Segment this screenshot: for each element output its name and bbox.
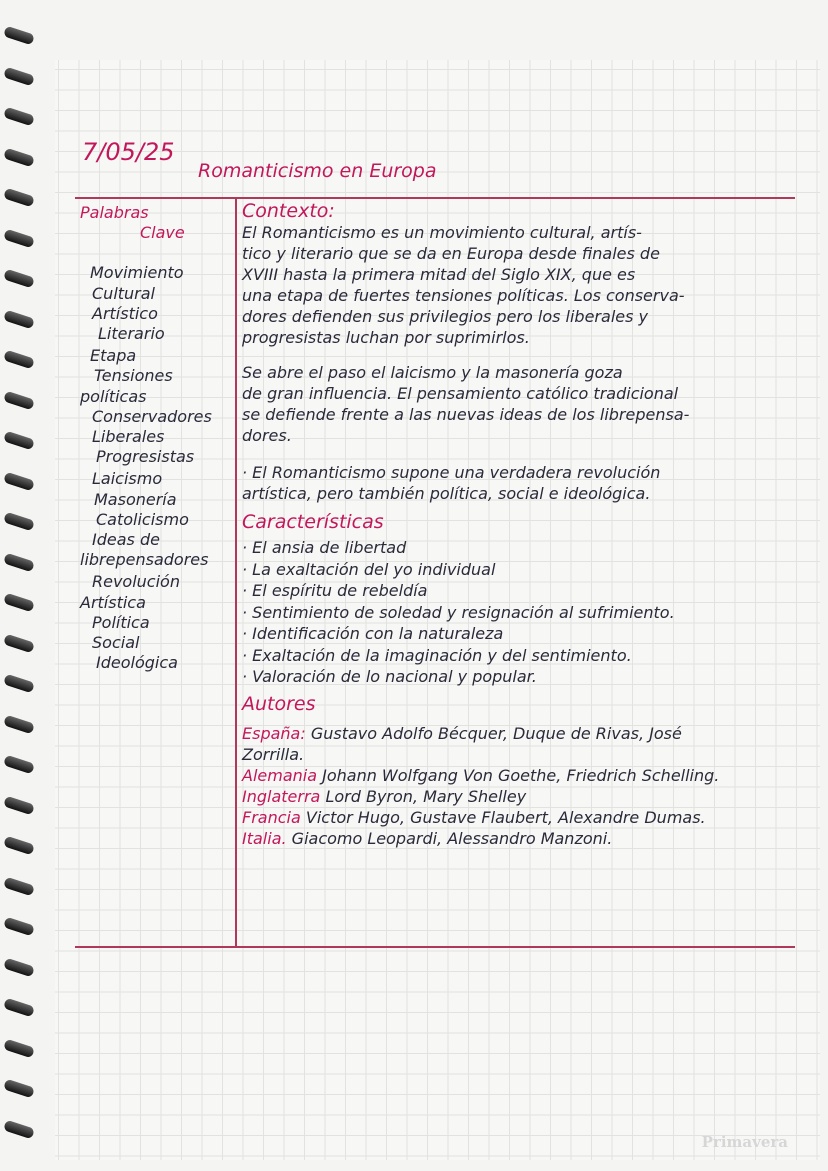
spiral-ring xyxy=(3,269,35,289)
spiral-ring xyxy=(3,633,35,653)
context-line: tico y literario que se da en Europa desde finales de xyxy=(242,244,660,263)
author-names: Gustavo Adolfo Bécquer, Duque de Rivas, José xyxy=(310,723,682,743)
spiral-ring xyxy=(3,1079,35,1099)
spiral-ring xyxy=(3,390,35,410)
author-names: Johann Wolfgang Von Goethe, Friedrich Schelling. xyxy=(322,765,720,785)
keyword-item: Liberales xyxy=(92,427,165,447)
context-line: progresistas luchan por suprimirlos. xyxy=(242,328,530,347)
keyword-item: Social xyxy=(92,633,140,653)
author-country: Alemania xyxy=(242,765,318,785)
spiral-ring xyxy=(3,107,35,127)
keyword-item: Catolicismo xyxy=(96,509,189,529)
spiral-ring xyxy=(3,26,35,46)
keyword-item: Ideas de xyxy=(92,530,160,550)
context-line: · El Romanticismo supone una verdadera revolución xyxy=(242,463,661,482)
context-line: artística, pero también política, social e ideológica. xyxy=(242,484,651,503)
keyword-item: Conservadores xyxy=(92,406,212,426)
keyword-item: Movimiento xyxy=(90,263,184,283)
spiral-ring xyxy=(3,755,35,775)
margin-divider xyxy=(235,197,237,947)
author-names: Victor Hugo, Gustave Flaubert, Alexandre Dumas. xyxy=(305,807,706,827)
spiral-ring xyxy=(3,674,35,694)
author-country: Francia xyxy=(242,807,301,827)
spiral-ring xyxy=(3,350,35,370)
brand-watermark: Primavera xyxy=(701,1133,788,1151)
context-line: se defiende frente a las nuevas ideas de los librepensa- xyxy=(242,405,690,424)
characteristics-heading: Características xyxy=(242,511,384,533)
context-line: una etapa de fuertes tensiones políticas. Los conserva- xyxy=(242,286,685,305)
context-section xyxy=(242,201,792,504)
characteristic-item: · Sentimiento de soledad y resignación al sufrimiento. xyxy=(242,602,675,622)
keyword-item: librepensadores xyxy=(80,550,209,570)
keyword-item: Tensiones xyxy=(94,366,173,386)
keyword-item: Artística xyxy=(80,592,146,612)
characteristics-section xyxy=(242,512,792,849)
keywords-column xyxy=(80,203,212,673)
context-line: Se abre el paso el laicismo y la masonería goza xyxy=(242,363,623,382)
author-country: Italia. xyxy=(242,828,287,848)
keyword-item: Cultural xyxy=(92,283,155,303)
context-line: XVIII hasta la primera mitad del Siglo XIX, que es xyxy=(242,265,636,284)
author-row xyxy=(242,765,792,786)
characteristic-item: · La exaltación del yo individual xyxy=(242,559,496,579)
context-line: dores defienden sus privilegios pero los liberales y xyxy=(242,307,648,326)
author-country: España: xyxy=(242,723,306,743)
context-line: de gran influencia. El pensamiento católico tradicional xyxy=(242,384,679,403)
characteristic-item: · El ansia de libertad xyxy=(242,538,407,557)
page-title: Romanticismo en Europa xyxy=(198,160,437,182)
keyword-item: Laicismo xyxy=(92,469,163,489)
spiral-ring xyxy=(3,512,35,532)
keyword-item: Política xyxy=(92,612,150,632)
keyword-item: Etapa xyxy=(90,346,137,366)
spiral-ring xyxy=(3,1119,35,1139)
author-country: Inglaterra xyxy=(242,786,321,806)
spiral-ring xyxy=(3,795,35,815)
keyword-item: Progresistas xyxy=(96,447,195,467)
spiral-ring xyxy=(3,836,35,856)
author-row xyxy=(242,786,792,807)
keywords-title: Palabras xyxy=(80,203,149,222)
spiral-ring xyxy=(3,309,35,329)
characteristic-item: · El espíritu de rebeldía xyxy=(242,581,428,600)
header-divider xyxy=(75,197,795,199)
spiral-ring xyxy=(3,228,35,248)
date: 7/05/25 xyxy=(82,138,175,166)
context-heading: Contexto: xyxy=(242,200,335,222)
spiral-ring xyxy=(3,552,35,572)
spiral-ring xyxy=(3,957,35,977)
author-row xyxy=(242,723,792,744)
keyword-item: Artístico xyxy=(92,303,158,323)
spiral-ring xyxy=(3,998,35,1018)
spiral-ring xyxy=(3,593,35,613)
spiral-ring xyxy=(3,471,35,491)
keyword-item: políticas xyxy=(80,386,147,406)
keyword-item: Literario xyxy=(98,324,165,344)
spiral-ring xyxy=(3,714,35,734)
keyword-item: Ideológica xyxy=(96,653,178,673)
spiral-binding xyxy=(0,30,40,1170)
keyword-item: Revolución xyxy=(92,572,180,592)
characteristic-item: · Valoración de lo nacional y popular. xyxy=(242,667,537,686)
author-names-cont: Zorrilla. xyxy=(242,744,305,764)
spiral-ring xyxy=(3,917,35,937)
keyword-item: Masonería xyxy=(94,489,177,509)
summary-divider xyxy=(75,946,795,948)
spiral-ring xyxy=(3,431,35,451)
context-line: dores. xyxy=(242,426,292,445)
authors-heading: Autores xyxy=(242,692,316,715)
spiral-ring xyxy=(3,876,35,896)
context-line: El Romanticismo es un movimiento cultural, artís- xyxy=(242,223,642,242)
author-names: Lord Byron, Mary Shelley xyxy=(325,786,527,806)
spiral-ring xyxy=(3,66,35,86)
author-row xyxy=(242,828,792,849)
spiral-ring xyxy=(3,188,35,208)
characteristic-item: · Identificación con la naturaleza xyxy=(242,624,504,643)
spiral-ring xyxy=(3,147,35,167)
author-names: Giacomo Leopardi, Alessandro Manzoni. xyxy=(291,828,613,848)
spiral-ring xyxy=(3,1038,35,1058)
author-row xyxy=(242,807,792,828)
keywords-title: Clave xyxy=(140,223,185,243)
characteristic-item: · Exaltación de la imaginación y del sentimiento. xyxy=(242,645,632,665)
